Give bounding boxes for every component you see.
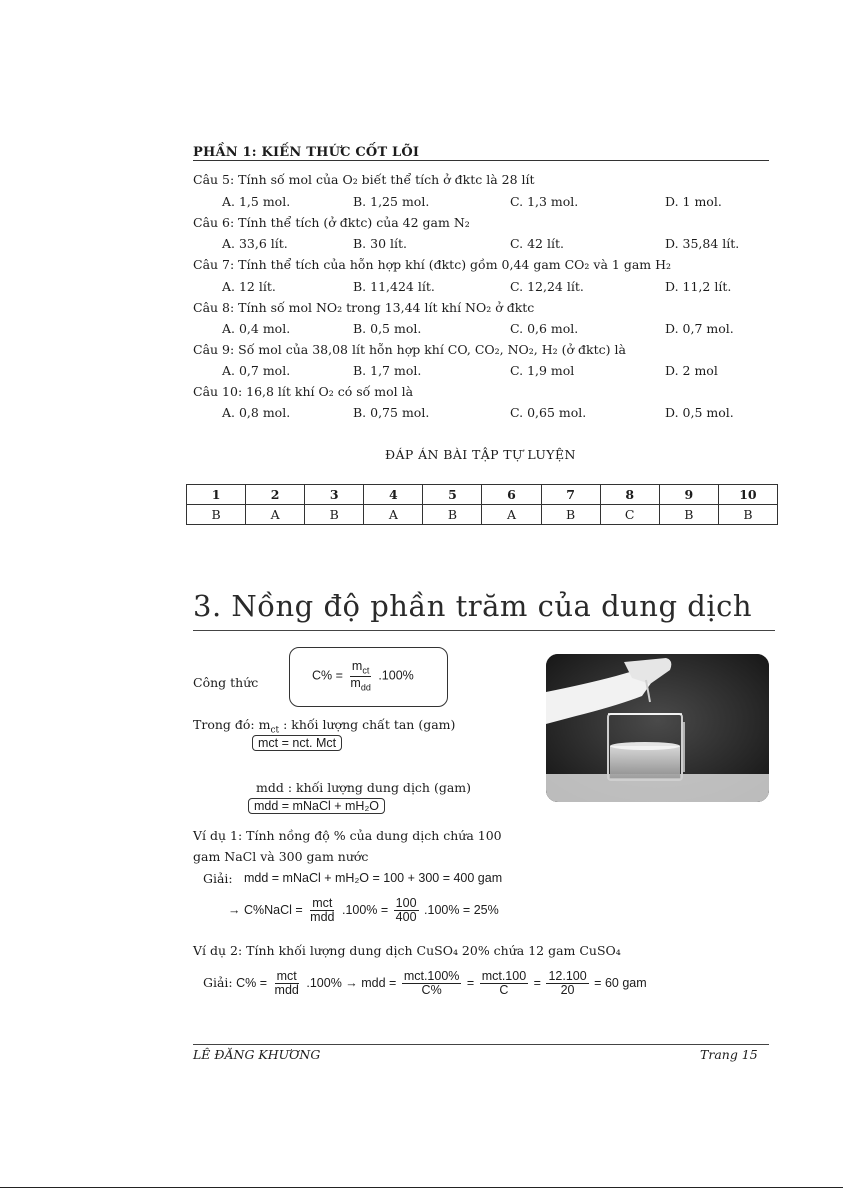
formula-expression	[312, 660, 414, 693]
answer-number: 2	[246, 485, 305, 505]
frac-den: C	[499, 983, 509, 998]
part-header-text: PHẦN 1: KIẾN THỨC CỐT LÕI	[193, 145, 420, 160]
option-b: B. 11,424 lít.	[353, 279, 435, 294]
example2-tail: = 60 gam	[594, 975, 647, 990]
answer-letter: A	[246, 505, 305, 525]
answer-letter: B	[423, 505, 482, 525]
footer-page-number: Trang 15	[700, 1047, 758, 1062]
answer-number: 1	[187, 485, 246, 505]
example2-frac1	[273, 970, 301, 997]
section-divider	[193, 630, 775, 631]
mdd-definition: mdd : khối lượng dung dịch (gam)	[256, 780, 472, 795]
frac-num: mct.100%	[403, 969, 460, 983]
question-7: Câu 7: Tính thể tích của hỗn hợp khí (đktc) gồm 0,44 gam CO₂ và 1 gam H₂	[193, 257, 672, 272]
option-b: B. 1,7 mol.	[353, 363, 422, 378]
example2-solve-label: Giải:	[203, 974, 233, 990]
example2-frac2	[402, 970, 462, 997]
example1-line1: Ví dụ 1: Tính nồng độ % của dung dịch chứa 100	[193, 828, 502, 843]
formula-den-sub: dd	[360, 682, 371, 693]
answer-letter-row	[187, 505, 778, 525]
formula-box	[289, 647, 448, 707]
where-intro-text: Trong đó: m	[193, 717, 271, 732]
option-c: C. 1,9 mol	[510, 363, 575, 378]
formula-fraction	[348, 660, 372, 693]
answer-number: 6	[482, 485, 541, 505]
example1-tail: .100% = 25%	[424, 902, 499, 917]
mct-formula-box: mct = nct. Mct	[252, 735, 342, 751]
answer-letter: B	[718, 505, 777, 525]
formula-num: m	[351, 659, 363, 673]
formula-num-sub: ct	[362, 665, 370, 676]
example1-frac2	[394, 897, 419, 924]
formula-lhs: C% =	[312, 668, 343, 683]
example1-line2: gam NaCl và 300 gam nước	[193, 849, 369, 864]
answer-number: 10	[718, 485, 777, 505]
example2-frac3	[480, 970, 528, 997]
answer-number-row	[187, 485, 778, 505]
formula-label: Công thức	[193, 675, 259, 690]
option-d: D. 35,84 lít.	[665, 236, 740, 251]
answer-number: 3	[305, 485, 364, 505]
page-bottom-edge	[0, 1187, 843, 1188]
frac-den: mdd	[274, 983, 299, 998]
section-title: 3. Nồng độ phần trăm của dung dịch	[193, 589, 753, 623]
option-a: A. 0,8 mol.	[222, 405, 291, 420]
option-b: B. 1,25 mol.	[353, 194, 430, 209]
question-5: Câu 5: Tính số mol của O₂ biết thể tích ở đktc là 28 lít	[193, 172, 535, 187]
question-10: Câu 10: 16,8 lít khí O₂ có số mol là	[193, 384, 414, 399]
where-intro	[193, 717, 455, 736]
example1-result	[228, 897, 499, 924]
example1-solve-label: Giải:	[203, 871, 233, 886]
footer-divider	[193, 1044, 769, 1045]
formula-den: m	[350, 675, 361, 690]
answer-letter: A	[482, 505, 541, 525]
example2-solution	[203, 970, 647, 997]
part-header	[193, 141, 769, 161]
example1-solve-line: mdd = mNaCl + mH₂O = 100 + 300 = 400 gam	[244, 871, 503, 885]
answer-table	[186, 484, 778, 525]
option-c: C. 0,6 mol.	[510, 321, 579, 336]
mdd-formula-box: mdd = mNaCl + mH₂O	[248, 798, 385, 814]
option-b: B. 30 lít.	[353, 236, 408, 251]
example1-frac1	[308, 897, 336, 924]
example2-c-eq: C% =	[236, 975, 268, 990]
option-a: A. 0,4 mol.	[222, 321, 291, 336]
where-intro-rest: : khối lượng chất tan (gam)	[279, 717, 456, 732]
answer-number: 8	[600, 485, 659, 505]
answer-number: 4	[364, 485, 423, 505]
option-a: A. 33,6 lít.	[222, 236, 288, 251]
example2-mid: .100% → mdd =	[306, 975, 397, 990]
option-b: B. 0,5 mol.	[353, 321, 422, 336]
where-intro-sub: ct	[270, 725, 280, 736]
option-d: D. 11,2 lít.	[665, 279, 732, 294]
frac-num: 12.100	[548, 969, 587, 983]
frac-num: 100	[395, 896, 417, 910]
option-b: B. 0,75 mol.	[353, 405, 430, 420]
frac-num: mct	[276, 969, 297, 983]
frac-num: mct	[312, 896, 333, 910]
answer-number: 7	[541, 485, 600, 505]
example2-eq1: =	[466, 975, 475, 990]
option-d: D. 1 mol.	[665, 194, 722, 209]
option-c: C. 12,24 lít.	[510, 279, 584, 294]
question-8: Câu 8: Tính số mol NO₂ trong 13,44 lít khí NO₂ ở đktc	[193, 300, 535, 315]
example2-prompt: Ví dụ 2: Tính khối lượng dung dịch CuSO₄ 20% chứa 12 gam CuSO₄	[193, 943, 621, 958]
frac-den: 400	[395, 910, 417, 925]
example2-eq2: =	[533, 975, 541, 990]
example1-arrow-lhs: → C%NaCl =	[228, 902, 303, 917]
frac-den: 20	[560, 983, 575, 998]
example1-mid: .100% =	[341, 902, 389, 917]
frac-den: mdd	[310, 910, 335, 925]
beaker-photo	[546, 654, 769, 802]
example2-frac4	[546, 970, 588, 997]
option-d: D. 0,5 mol.	[665, 405, 734, 420]
answer-title: ĐÁP ÁN BÀI TẬP TỰ LUYỆN	[385, 447, 576, 462]
option-a: A. 12 lít.	[222, 279, 276, 294]
question-9: Câu 9: Số mol của 38,08 lít hỗn hợp khí CO, CO₂, NO₂, H₂ (ở đktc) là	[193, 342, 626, 357]
frac-den: C%	[421, 983, 442, 998]
beaker-photo-svg	[546, 654, 769, 802]
answer-letter: B	[305, 505, 364, 525]
option-c: C. 1,3 mol.	[510, 194, 579, 209]
option-d: D. 2 mol	[665, 363, 718, 378]
answer-letter: B	[187, 505, 246, 525]
answer-number: 9	[659, 485, 718, 505]
formula-tail: .100%	[378, 668, 414, 683]
answer-letter: A	[364, 505, 423, 525]
answer-letter: B	[541, 505, 600, 525]
option-a: A. 0,7 mol.	[222, 363, 291, 378]
footer-author: LÊ ĐĂNG KHƯƠNG	[193, 1047, 321, 1062]
answer-letter: B	[659, 505, 718, 525]
option-c: C. 0,65 mol.	[510, 405, 587, 420]
option-a: A. 1,5 mol.	[222, 194, 291, 209]
option-c: C. 42 lít.	[510, 236, 564, 251]
answer-number: 5	[423, 485, 482, 505]
option-d: D. 0,7 mol.	[665, 321, 734, 336]
frac-num: mct.100	[481, 969, 527, 983]
question-6: Câu 6: Tính thể tích (ở đktc) của 42 gam N₂	[193, 215, 470, 230]
answer-letter: C	[600, 505, 659, 525]
